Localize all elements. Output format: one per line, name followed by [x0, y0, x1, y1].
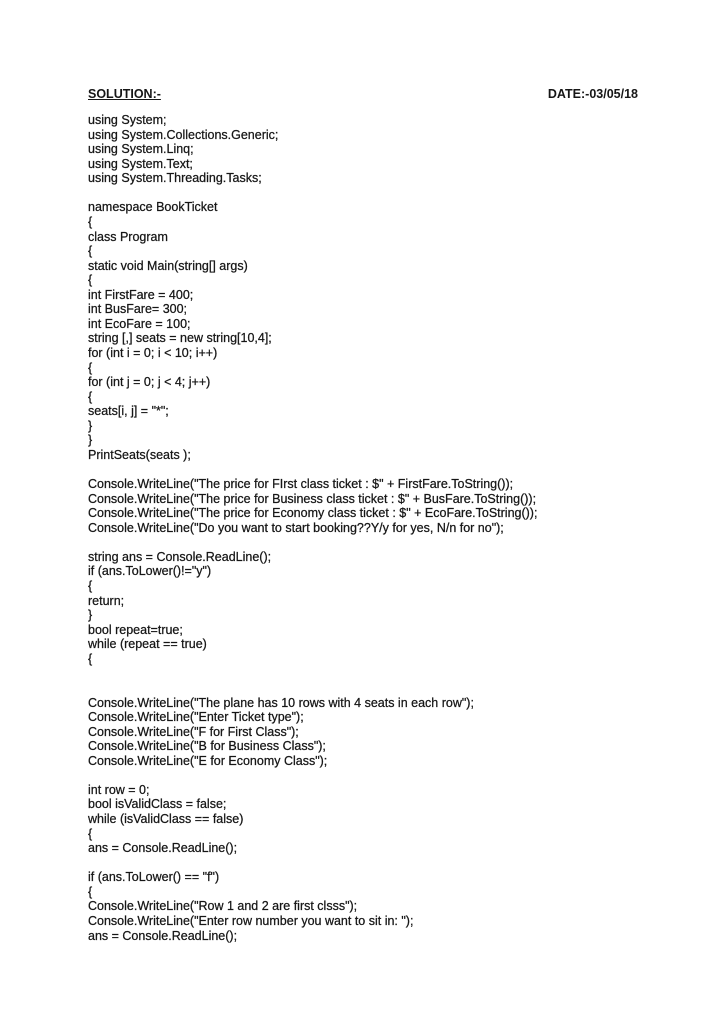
code-line: int row = 0; — [88, 782, 150, 797]
code-line: Console.WriteLine("The price for FIrst class ticket : $" + FirstFare.ToString()); — [88, 477, 514, 492]
code-line — [88, 186, 537, 201]
code-line: { — [88, 273, 93, 288]
code-line: int EcoFare = 100; — [88, 316, 191, 331]
code-line: for (int i = 0; i < 10; i++) — [88, 346, 218, 360]
code-line: using System; — [88, 113, 167, 127]
code-line — [88, 535, 537, 550]
code-line: { — [88, 579, 93, 593]
code-line: for (int j = 0; j < 4; j++) — [88, 375, 211, 390]
code-line — [88, 463, 537, 478]
code-line: static void Main(string[] args) — [88, 258, 248, 273]
code-line: class Program — [88, 229, 168, 244]
code-line — [88, 856, 537, 871]
code-line: while (isValidClass == false) — [88, 812, 244, 826]
code-line: } — [88, 608, 93, 623]
code-line: using System.Text; — [88, 156, 193, 171]
code-line: PrintSeats(seats ); — [88, 447, 191, 462]
code-line: using System.Collections.Generic; — [88, 127, 279, 142]
code-line: Console.WriteLine("Enter row number you want to sit in: "); — [88, 913, 414, 928]
code-line: return; — [88, 593, 125, 608]
code-line: } — [88, 418, 93, 433]
code-line: string ans = Console.ReadLine(); — [88, 549, 272, 564]
code-line: { — [88, 389, 93, 404]
code-line: ans = Console.ReadLine(); — [88, 841, 238, 856]
code-line: Console.WriteLine("B for Business Class"); — [88, 739, 326, 754]
code-line: Console.WriteLine("The plane has 10 rows with 4 seats in each row"); — [88, 695, 474, 710]
code-line: using System.Linq; — [88, 142, 194, 157]
code-line: Console.WriteLine("F for First Class"); — [88, 724, 299, 739]
code-line: { — [88, 884, 93, 899]
code-line: ans = Console.ReadLine(); — [88, 928, 238, 943]
code-line: seats[i, j] = "*"; — [88, 404, 169, 419]
code-line: Console.WriteLine("Enter Ticket type"); — [88, 710, 304, 725]
code-line: { — [88, 214, 93, 229]
code-line: { — [88, 826, 93, 841]
code-line: { — [88, 244, 93, 259]
solution-heading: SOLUTION:- — [88, 87, 161, 101]
code-line: using System.Threading.Tasks; — [88, 171, 262, 186]
code-line: Console.WriteLine("Do you want to start booking??Y/y for yes, N/n for no"); — [88, 520, 504, 535]
code-line: { — [88, 651, 93, 666]
code-line: bool isValidClass = false; — [88, 797, 227, 812]
code-line: if (ans.ToLower() == "f") — [88, 870, 220, 885]
code-line — [88, 666, 537, 681]
code-line: int BusFare= 300; — [88, 302, 188, 317]
code-line: Console.WriteLine("The price for Economy class ticket : $" + EcoFare.ToString()); — [88, 506, 538, 521]
code-line: string [,] seats = new string[10,4]; — [88, 331, 272, 346]
code-line: { — [88, 360, 93, 375]
code-line: while (repeat == true) — [88, 637, 207, 652]
code-line: namespace BookTicket — [88, 200, 218, 215]
code-line: } — [88, 433, 93, 448]
code-line: Console.WriteLine("The price for Business class ticket : $" + BusFare.ToString()); — [88, 491, 537, 506]
code-line — [88, 768, 537, 783]
code-line: if (ans.ToLower()!="y") — [88, 564, 212, 579]
code-line — [88, 681, 537, 696]
code-line: Console.WriteLine("E for Economy Class"); — [88, 753, 328, 768]
date-label: DATE:-03/05/18 — [547, 87, 638, 101]
code-listing — [88, 113, 537, 943]
code-line: int FirstFare = 400; — [88, 287, 194, 302]
code-line: Console.WriteLine("Row 1 and 2 are first clsss"); — [88, 899, 358, 914]
code-line: bool repeat=true; — [88, 622, 183, 637]
